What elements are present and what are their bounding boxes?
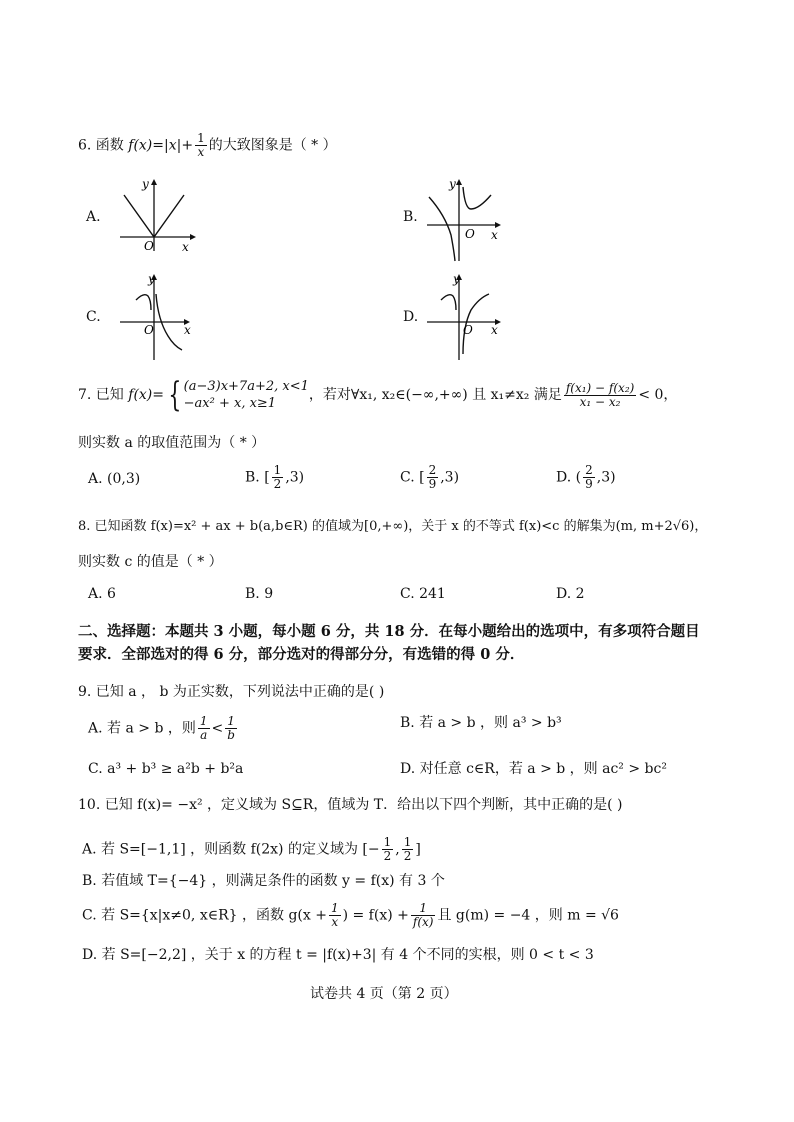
q7-option-b-label: B. (245, 469, 260, 486)
q8-option-d: D. 2 (556, 586, 585, 602)
q7-option-c-label: C. (400, 469, 415, 486)
q10-a-n2: 1 (403, 835, 412, 849)
q10-c-frac1 (329, 902, 341, 929)
q10-option-b: B. 若值域 T={−4} ，则满足条件的函数 y = f(x) 有 3 个 (82, 873, 445, 889)
q6-option-a-label: A. (86, 209, 101, 225)
q7-cond-den: x₁ − x₂ (579, 394, 621, 409)
q9-option-b: B. 若 a > b ，则 a³ > b³ (400, 715, 562, 731)
section2-line1: 二、选择题：本题共 3 小题，每小题 6 分，共 18 分．在每小题给出的选项中，有多项符合题目 (78, 623, 700, 640)
q9-a-n1: 1 (199, 714, 208, 728)
q10-option-c-mid: ) = f(x) + (342, 907, 409, 924)
curve-right (463, 187, 491, 209)
q6-graph-c (118, 270, 198, 362)
q7-option-c (400, 464, 459, 491)
x-label: x (491, 228, 498, 242)
q7-option-d-frac (583, 464, 595, 491)
q7-mid: ，若对∀x₁, x₂∈(−∞,+∞) 且 x₁≠x₂ 满足 (308, 387, 562, 403)
curve-left (441, 295, 456, 310)
y-label: y (142, 177, 149, 191)
q9-option-a (88, 715, 239, 742)
q7-option-c-num: 2 (428, 463, 437, 477)
y-label: y (449, 177, 456, 191)
q7-option-d-open: ( (575, 469, 582, 486)
q7-stem (78, 375, 678, 415)
q9-stem: 9. 已知 a ， b 为正实数，下列说法中正确的是( ) (78, 684, 385, 700)
q7-cond-frac (564, 382, 636, 409)
q10-option-a (82, 836, 421, 863)
q10-a-d2: 2 (403, 849, 412, 863)
q10-option-c (82, 902, 619, 929)
q7-option-c-open: [ (419, 469, 425, 486)
q7-option-d-num: 2 (585, 463, 593, 477)
q9-option-a-pre: A. 若 a > b ，则 (88, 720, 196, 737)
q6-stem (78, 132, 337, 159)
q7-option-b-frac (272, 464, 284, 491)
origin-label: O (465, 227, 475, 241)
q8-option-c: C. 241 (400, 586, 446, 602)
q8-line1: 8. 已知函数 f(x)=x² + ax + b(a,b∈R) 的值域为[0,+∞)，关于 x 的不等式 f(x)<c 的解集为(m, m+2√6)， (78, 519, 708, 534)
q7-option-b (245, 464, 304, 491)
q10-option-a-pre: A. 若 S=[−1,1] ，则函数 f(2x) 的定义域为 [− (82, 841, 380, 858)
q7-cond-suffix: < 0， (638, 387, 678, 403)
q6-frac-num: 1 (197, 131, 205, 145)
y-label: y (453, 272, 460, 286)
q10-option-c-pre: C. 若 S={x|x≠0, x∈R} ，函数 g(x + (82, 907, 327, 924)
q6-option-b-label: B. (403, 209, 418, 225)
q10-c-d1: x (331, 915, 339, 929)
q7-option-c-close: ,3) (440, 469, 460, 486)
x-label: x (184, 323, 191, 337)
q7-option-b-open: [ (264, 469, 270, 486)
q10-a-d1: 2 (383, 849, 392, 863)
q7-option-d-close: ,3) (596, 469, 616, 486)
q6-graph-b (425, 175, 505, 263)
page-footer: 试卷共 4 页（第 2 页） (310, 986, 458, 1002)
q6-graph-a (118, 175, 198, 253)
q7-option-b-close: ,3) (285, 469, 305, 486)
q9-a-d2: b (227, 728, 235, 742)
q7-option-b-num: 1 (273, 463, 282, 477)
q6-option-c-label: C. (86, 309, 101, 325)
q10-option-a-mid: , (395, 841, 400, 858)
q6-graph-d (425, 270, 505, 362)
q7-func: f(x)= (128, 387, 164, 403)
q6-option-d-label: D. (403, 309, 419, 325)
q10-a-frac2 (402, 836, 414, 863)
q9-option-a-frac2 (225, 715, 237, 742)
section2-line2: 要求．全部选对的得 6 分，部分选对的得部分分，有选错的得 0 分． (78, 646, 525, 663)
q6-prefix: 6. 函数 (78, 137, 124, 154)
q10-c-n1: 1 (330, 901, 339, 915)
q7-piece1: (a−3)x+7a+2, x<1 (183, 379, 309, 394)
q7-option-d-label: D. (556, 469, 572, 486)
q10-a-frac1 (382, 836, 394, 863)
q9-a-n2: 1 (225, 715, 237, 729)
q7-line2: 则实数 a 的取值范围为（ * ） (78, 435, 266, 451)
q10-option-a-end: ] (415, 841, 421, 858)
q9-option-a-frac1 (198, 715, 210, 742)
q7-option-d-den: 9 (585, 477, 593, 491)
x-label: x (182, 240, 189, 253)
q7-option-a: A. (0,3) (88, 471, 141, 487)
q7-prefix: 7. 已知 (78, 387, 124, 403)
q9-option-d: D. 对任意 c∈R，若 a > b ，则 ac² > bc² (400, 761, 667, 777)
q6-suffix: 的大致图象是（ * ） (208, 137, 337, 154)
q7-option-c-frac (427, 464, 439, 491)
q6-func: f(x)=|x|+ (128, 137, 194, 154)
q6-frac (195, 132, 207, 159)
origin-label: O (144, 323, 154, 337)
q9-option-c: C. a³ + b³ ≥ a²b + b²a (88, 761, 244, 777)
q7-option-b-den: 2 (273, 477, 282, 491)
q10-c-n2: 1 (411, 902, 436, 916)
q10-stem: 10. 已知 f(x)= −x² ，定义域为 S⊆R，值域为 T．给出以下四个判断，其中正确的是( ) (78, 797, 623, 813)
curve-left (136, 295, 151, 310)
q10-a-n1: 1 (383, 835, 392, 849)
q7-option-c-den: 9 (428, 477, 437, 491)
curve-left (429, 197, 455, 261)
q8-option-b: B. 9 (245, 586, 274, 602)
q7-cond-num: f(x₁) − f(x₂) (565, 380, 635, 395)
q8-line2: 则实数 c 的值是（ * ） (78, 554, 223, 570)
origin-label: O (463, 323, 473, 337)
q10-c-d2: f(x) (412, 915, 434, 929)
q6-frac-den: x (197, 145, 205, 159)
origin-label: O (144, 239, 154, 253)
q8-option-a: A. 6 (88, 586, 116, 602)
q7-option-d (556, 464, 616, 491)
q10-option-d: D. 若 S=[−2,2] ，关于 x 的方程 t = |f(x)+3| 有 4 个不同的实根，则 0 < t < 3 (82, 947, 594, 963)
q10-option-c-end: 且 g(m) = −4 ，则 m = √6 (437, 907, 619, 924)
y-label: y (148, 272, 155, 286)
q7-brace: { (168, 375, 182, 415)
q7-piece2: −ax² + x, x≥1 (183, 396, 277, 411)
q9-a-d1: a (200, 728, 208, 742)
q10-c-frac2 (411, 902, 436, 929)
q7-pieces (184, 378, 309, 412)
x-label: x (491, 323, 498, 337)
q9-option-a-lt: < (211, 720, 224, 737)
